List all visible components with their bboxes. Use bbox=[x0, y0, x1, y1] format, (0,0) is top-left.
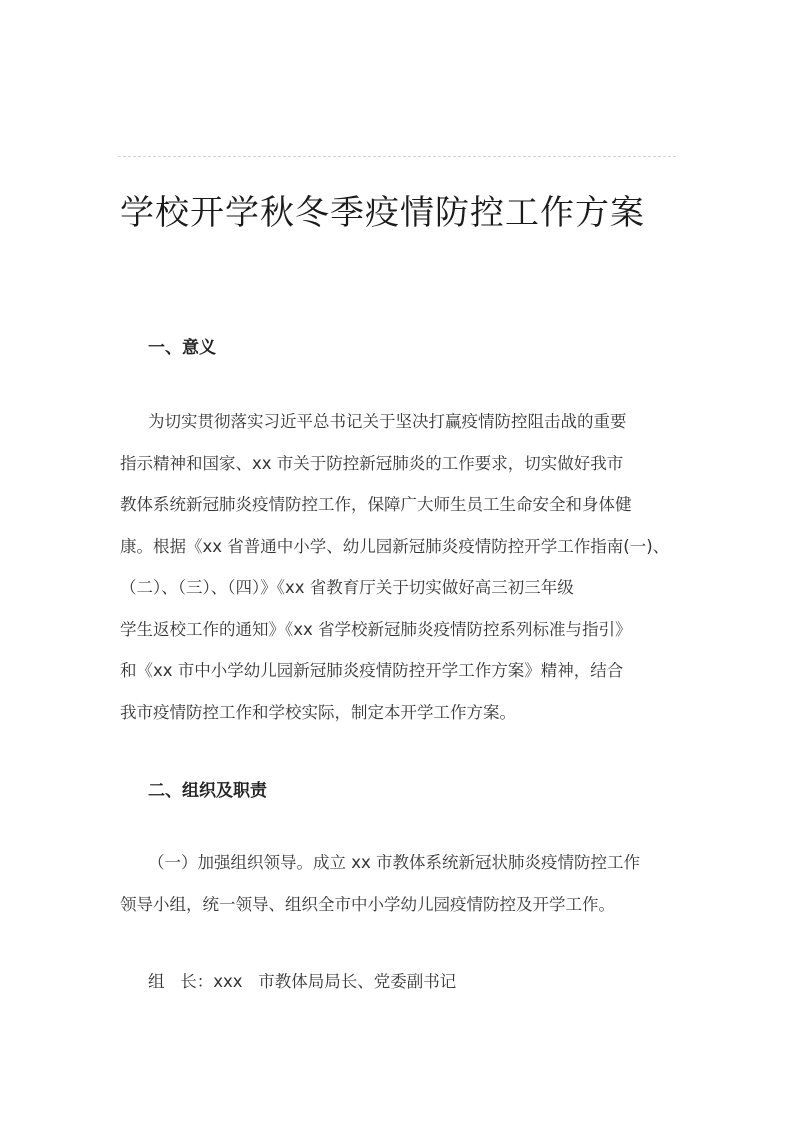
header-divider bbox=[118, 156, 676, 157]
paragraph-line: 指示精神和国家、xx 市关于防控新冠肺炎的工作要求，切实做好我市 bbox=[120, 453, 624, 473]
paragraph-line: 领导小组，统一领导、组织全市中小学幼儿园疫情防控及开学工作。 bbox=[120, 894, 615, 914]
paragraph-line: 我市疫情防控工作和学校实际，制定本开学工作方案。 bbox=[120, 702, 516, 722]
paragraph-line: 学生返校工作的通知》《xx 省学校新冠肺炎疫情防控系列标准与指引》 bbox=[120, 619, 632, 639]
paragraph-line: 教体系统新冠肺炎疫情防控工作，保障广大师生员工生命安全和身体健 bbox=[120, 495, 632, 514]
section-heading-meaning: 一、意义 bbox=[148, 338, 216, 358]
paragraph-line: 康。根据《xx 省普通中小学、幼儿园新冠肺炎疫情防控开学工作指南(一)、 bbox=[120, 536, 670, 556]
group-leader-line: 组 长：xxx 市教体局局长、党委副书记 bbox=[148, 972, 457, 991]
paragraph-line: （二）、（三）、（四）》《xx 省教育厅关于切实做好高三初三年级 bbox=[120, 578, 574, 597]
document-title: 学校开学秋冬季疫情防控工作方案 bbox=[120, 193, 645, 233]
paragraph-line: 为切实贯彻落实习近平总书记关于坚决打赢疫情防控阻击战的重要 bbox=[148, 412, 627, 431]
section-heading-organization: 二、组织及职责 bbox=[148, 781, 267, 801]
paragraph-line: 和《xx 市中小学幼儿园新冠肺炎疫情防控开学工作方案》精神，结合 bbox=[120, 661, 624, 680]
paragraph-organization-leadership bbox=[120, 842, 680, 925]
paragraph-group-leader bbox=[120, 961, 680, 1003]
paragraph-meaning bbox=[120, 401, 680, 733]
paragraph-line: （一）加强组织领导。成立 xx 市教体系统新冠状肺炎疫情防控工作 bbox=[148, 853, 641, 872]
